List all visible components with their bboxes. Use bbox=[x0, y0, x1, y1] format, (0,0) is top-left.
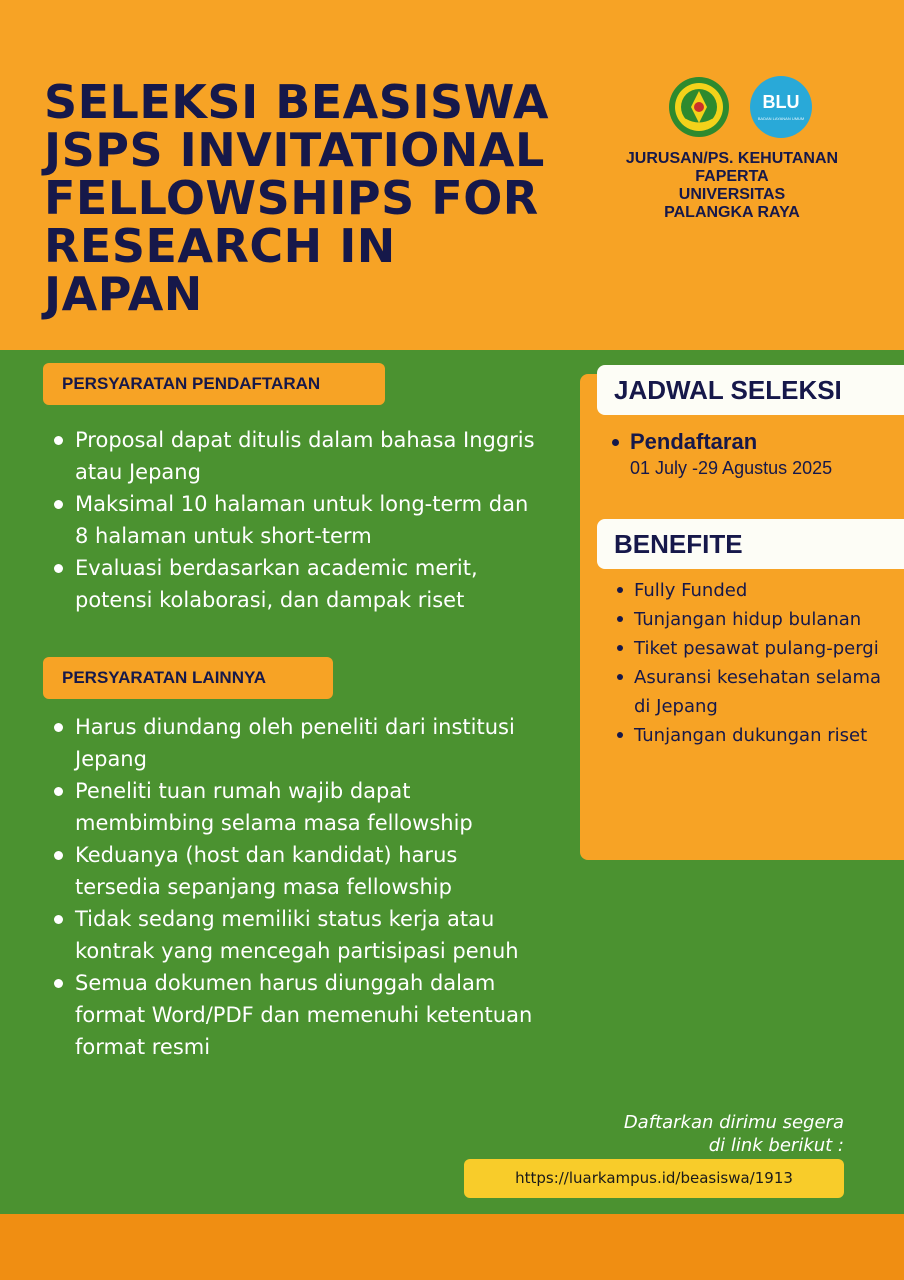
university-logo bbox=[667, 76, 731, 138]
dept-line-1: JURUSAN/PS. KEHUTANAN bbox=[625, 150, 839, 167]
schedule-heading: JADWAL SELEKSI bbox=[597, 365, 904, 415]
cta-line-2: di link berikut : bbox=[708, 1135, 844, 1156]
registration-link[interactable]: https://luarkampus.id/beasiswa/1913 bbox=[464, 1159, 844, 1198]
schedule-label: Pendaftaran bbox=[612, 428, 832, 456]
title-line-2: JSPS INVITATIONAL bbox=[44, 123, 545, 177]
cta-line-1: Daftarkan dirimu segera bbox=[623, 1112, 844, 1133]
list-item: Evaluasi berdasarkan academic merit, potensi kolaborasi, dan dampak riset bbox=[45, 552, 545, 616]
registration-heading: PERSYARATAN PENDAFTARAN bbox=[43, 363, 385, 405]
schedule-item bbox=[612, 428, 832, 480]
list-item: Tunjangan hidup bulanan bbox=[612, 605, 892, 634]
benefits-heading: BENEFITE bbox=[597, 519, 904, 569]
call-to-action bbox=[560, 1111, 844, 1157]
list-item: Fully Funded bbox=[612, 576, 892, 605]
list-item: Keduanya (host dan kandidat) harus tersedia sepanjang masa fellowship bbox=[45, 839, 545, 903]
list-item: Asuransi kesehatan selama di Jepang bbox=[612, 663, 892, 721]
title-line-3: FELLOWSHIPS FOR bbox=[44, 171, 539, 225]
list-item: Proposal dapat ditulis dalam bahasa Inggris atau Jepang bbox=[45, 424, 545, 488]
schedule-date: 01 July -29 Agustus 2025 bbox=[630, 458, 833, 478]
blu-logo-subtext: BADAN LAYANAN UMUM bbox=[757, 116, 805, 121]
title-line-5: JAPAN bbox=[44, 267, 203, 321]
title-line-4: RESEARCH IN bbox=[44, 219, 396, 273]
list-item: Tiket pesawat pulang-pergi bbox=[612, 634, 892, 663]
footer-bar bbox=[0, 1214, 904, 1280]
dept-line-2: FAPERTA bbox=[695, 168, 769, 185]
benefits-list bbox=[612, 576, 892, 750]
page-title bbox=[44, 75, 604, 321]
dept-line-3: UNIVERSITAS bbox=[678, 186, 786, 203]
dept-line-4: PALANGKA RAYA bbox=[664, 204, 800, 221]
registration-list bbox=[45, 424, 545, 616]
list-item: Tunjangan dukungan riset bbox=[612, 721, 892, 750]
list-item: Harus diundang oleh peneliti dari institusi Jepang bbox=[45, 711, 545, 775]
other-requirements-heading: PERSYARATAN LAINNYA bbox=[43, 657, 333, 699]
list-item: Maksimal 10 halaman untuk long-term dan 8 halaman untuk short-term bbox=[45, 488, 545, 552]
other-requirements-list bbox=[45, 711, 545, 1063]
title-line-1: SELEKSI BEASISWA bbox=[44, 75, 549, 129]
list-item: Semua dokumen harus diunggah dalam format Word/PDF dan memenuhi ketentuan format resmi bbox=[45, 967, 545, 1063]
list-item: Peneliti tuan rumah wajib dapat membimbing selama masa fellowship bbox=[45, 775, 545, 839]
department-label bbox=[596, 150, 868, 222]
blu-logo bbox=[750, 76, 812, 138]
blu-logo-text: BLU bbox=[762, 92, 800, 112]
list-item: Tidak sedang memiliki status kerja atau kontrak yang mencegah partisipasi penuh bbox=[45, 903, 545, 967]
